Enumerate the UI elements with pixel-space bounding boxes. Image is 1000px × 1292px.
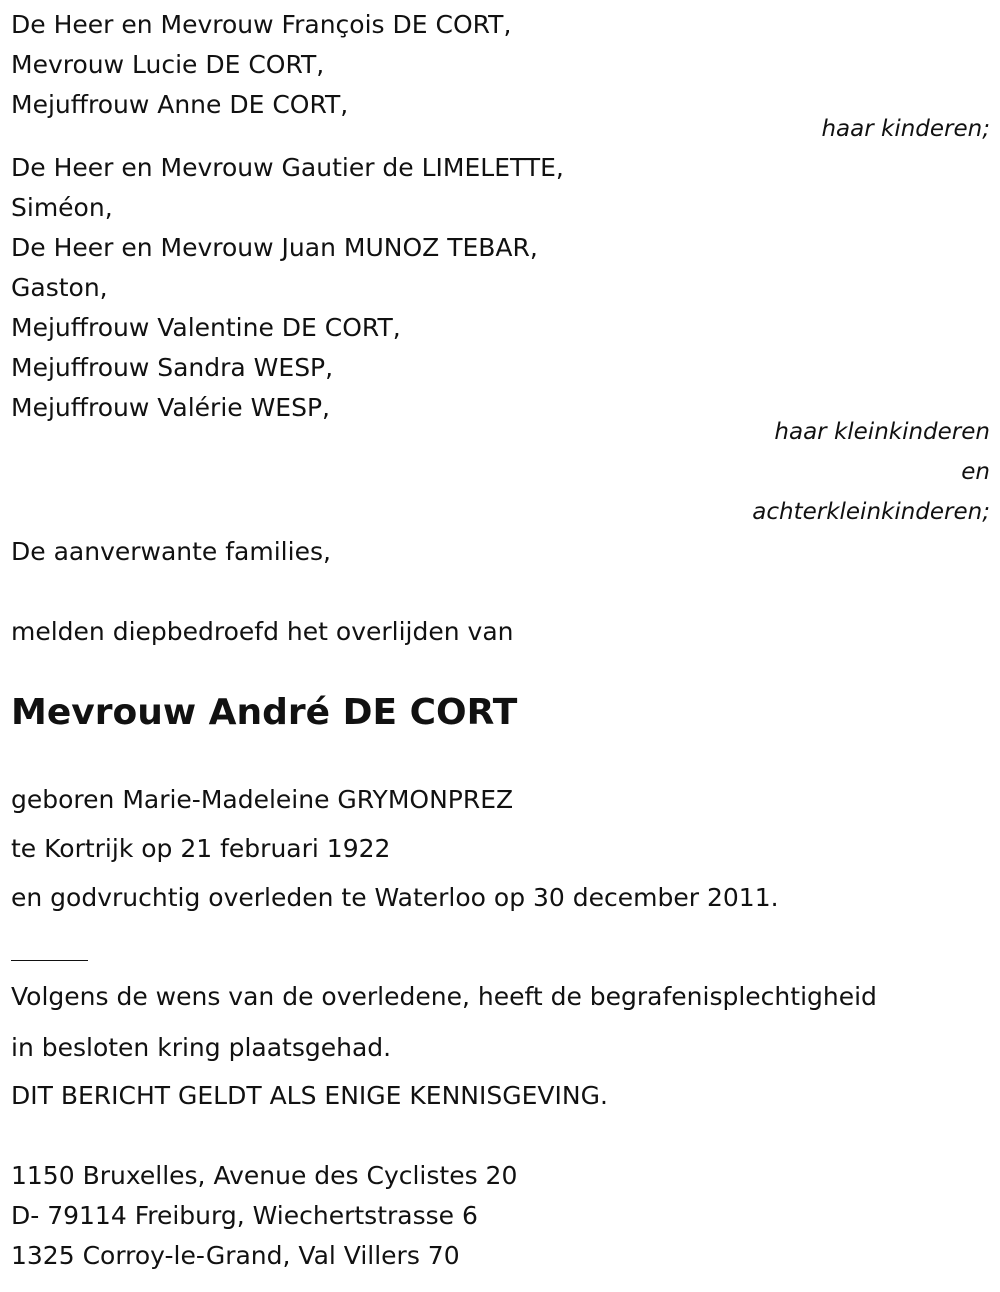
child-line: Mevrouw Lucie DE CORT, (11, 50, 325, 79)
grandchild-line: De Heer en Mevrouw Juan MUNOZ TEBAR, (11, 233, 538, 262)
notice-line: DIT BERICHT GELDT ALS ENIGE KENNISGEVING. (11, 1081, 608, 1110)
children-role-label: haar kinderen; (821, 116, 990, 142)
notice-line: in besloten kring plaatsgehad. (11, 1033, 392, 1062)
address-line: D- 79114 Freiburg, Wiechertstrasse 6 (11, 1201, 478, 1230)
child-line: Mejuffrouw Anne DE CORT, (11, 90, 349, 119)
address-line: 1150 Bruxelles, Avenue des Cyclistes 20 (11, 1161, 518, 1190)
announcement-line: melden diepbedroefd het overlijden van (11, 617, 514, 646)
grandchildren-role-label: haar kleinkinderen (774, 419, 990, 445)
grandchildren-role-label: en (961, 459, 990, 485)
grandchildren-role-label: achterkleinkinderen; (752, 499, 990, 525)
deceased-detail-line: en godvruchtig overleden te Waterloo op 30 december 2011. (11, 883, 779, 912)
grandchild-line: Gaston, (11, 273, 108, 302)
grandchild-line: Siméon, (11, 193, 113, 222)
grandchild-line: Mejuffrouw Valentine DE CORT, (11, 313, 401, 342)
deceased-name: Mevrouw André DE CORT (11, 692, 518, 733)
separator-line (11, 960, 88, 961)
grandchild-line: Mejuffrouw Valérie WESP, (11, 393, 330, 422)
families-line: De aanverwante families, (11, 537, 331, 566)
deceased-detail-line: te Kortrijk op 21 februari 1922 (11, 834, 391, 863)
grandchild-line: De Heer en Mevrouw Gautier de LIMELETTE, (11, 153, 564, 182)
notice-line: Volgens de wens van de overledene, heeft de begrafenisplechtigheid (11, 982, 877, 1011)
deceased-detail-line: geboren Marie-Madeleine GRYMONPREZ (11, 785, 514, 814)
child-line: De Heer en Mevrouw François DE CORT, (11, 10, 512, 39)
grandchild-line: Mejuffrouw Sandra WESP, (11, 353, 334, 382)
address-line: 1325 Corroy-le-Grand, Val Villers 70 (11, 1241, 460, 1270)
